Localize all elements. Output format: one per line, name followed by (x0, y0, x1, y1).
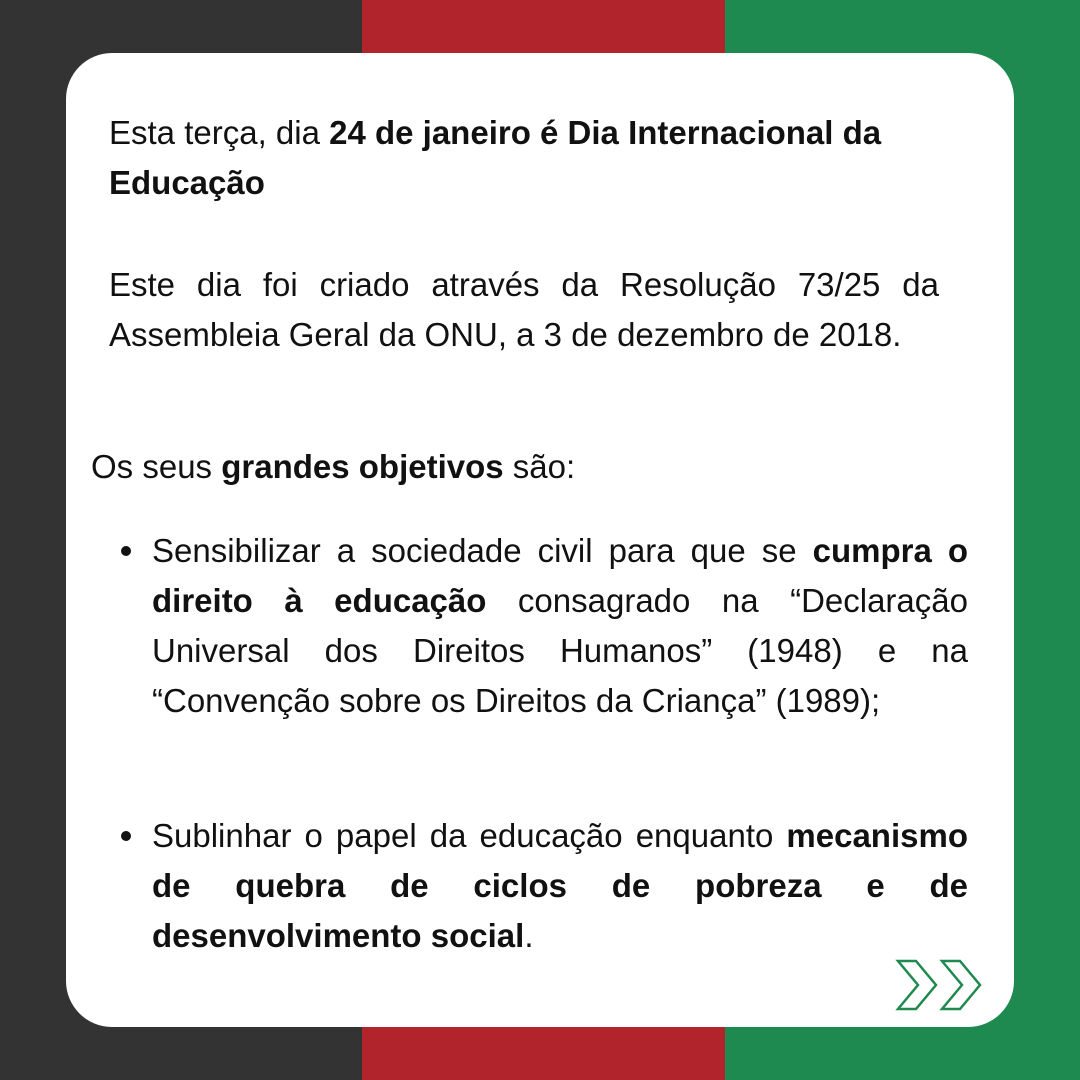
goal-text-suffix: consagrado na “Declaração Universal dos Direitos Humanos” (1948) e na “Convenção sobre os Direitos da Criança” (1989); (152, 582, 968, 719)
intro-paragraph (109, 108, 939, 208)
content-card (66, 53, 1014, 1027)
bullet-dot-icon (121, 546, 131, 556)
goal-text-highlight: mecanismo de quebra de ciclos de pobreza e de desenvolvimento social (152, 817, 968, 954)
double-chevron-right-icon[interactable] (892, 955, 988, 1015)
intro-highlight: 24 de janeiro é Dia Internacional da Educação (109, 114, 882, 201)
origin-paragraph: Este dia foi criado através da Resolução 73/25 da Assembleia Geral da ONU, a 3 de dezembro de 2018. (109, 266, 939, 353)
goals-heading-highlight: grandes objetivos (221, 448, 504, 485)
goal-text-prefix: Sublinhar o papel da educação enquanto (152, 817, 787, 854)
goals-heading (91, 442, 961, 492)
goal-text-prefix: Sensibilizar a sociedade civil para que se (152, 532, 813, 569)
goal-item-education-right (152, 526, 968, 726)
goals-heading-suffix: são: (503, 448, 576, 485)
intro-prefix: Esta terça, dia (109, 114, 330, 151)
goal-text-highlight: cumpra o direito à educação (152, 532, 968, 619)
goal-item-poverty-cycles (152, 811, 968, 961)
goal-text-suffix: . (524, 917, 534, 954)
goals-heading-prefix: Os seus (91, 448, 222, 485)
bullet-dot-icon (121, 831, 131, 841)
